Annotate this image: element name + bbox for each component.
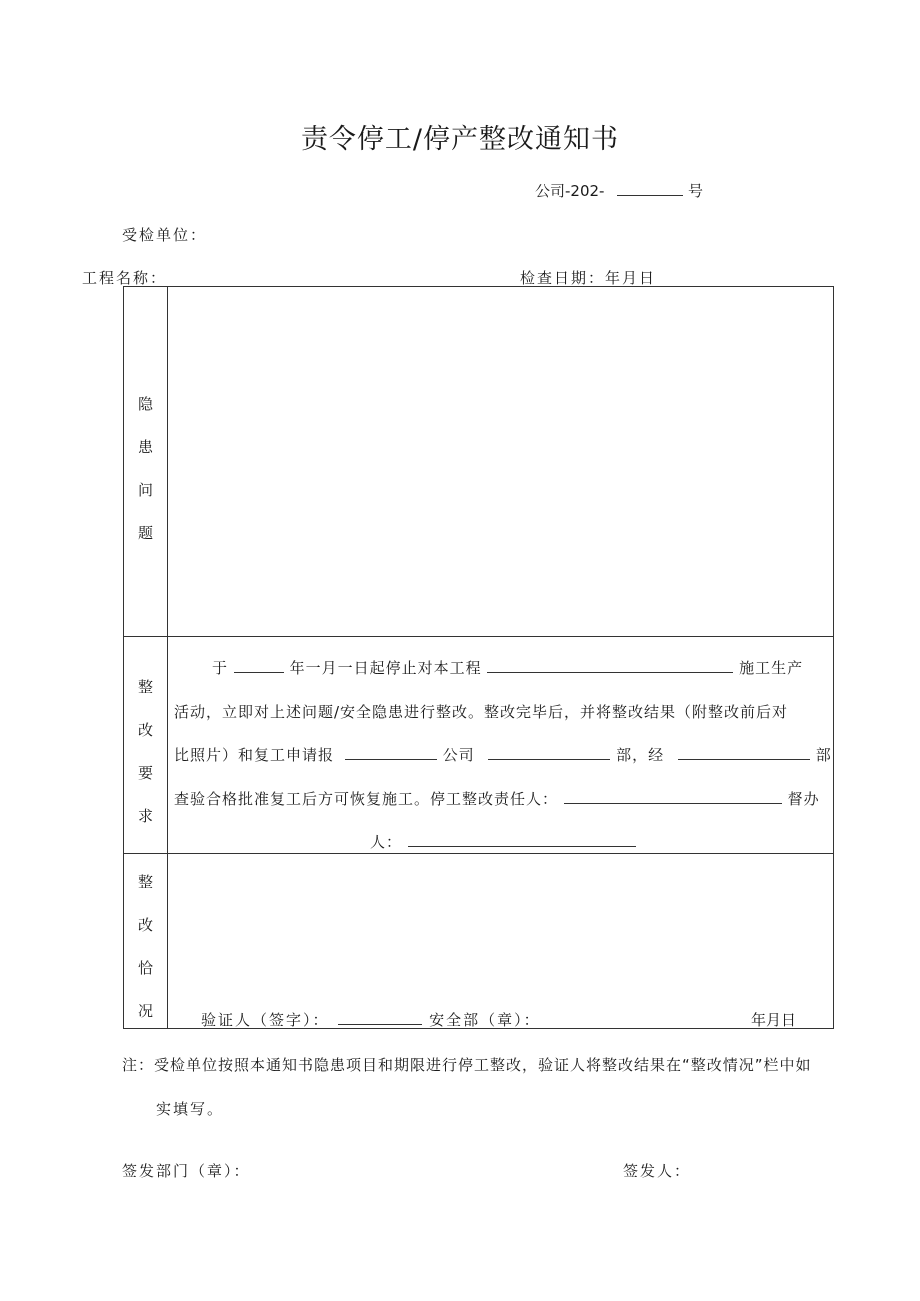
requirement-line-1: 于 年一月一日起停止对本工程 施工生产 — [212, 659, 804, 677]
verifier-label: 验证人（签字）： — [201, 1011, 330, 1029]
responsible-person-blank[interactable] — [564, 788, 782, 804]
document-number — [535, 180, 703, 201]
situation-date: 年月日 — [751, 1011, 797, 1029]
doc-number-prefix: 公司-202- — [535, 182, 605, 200]
inspection-date-label: 检查日期：年月日 — [520, 269, 657, 287]
company-blank[interactable] — [345, 744, 437, 760]
supervisor-blank[interactable] — [408, 831, 636, 847]
requirement-label: 整 改 要 求 — [137, 678, 153, 825]
situation-content-area[interactable] — [168, 854, 832, 994]
requirement-line-5: 人： — [370, 831, 636, 852]
verifier-signature-blank[interactable] — [338, 1009, 422, 1025]
note-line-2: 实填写。 — [156, 1100, 225, 1118]
notice-table — [123, 286, 834, 1029]
requirement-line-3: 比照片）和复工申请报 公司 部，经 部 — [174, 746, 832, 764]
situation-label: 整 改 恰 况 — [137, 873, 153, 1020]
year-blank[interactable] — [234, 657, 284, 673]
doc-number-suffix: 号 — [688, 182, 704, 200]
verifying-department-blank[interactable] — [678, 744, 810, 760]
requirement-line-2: 活动，立即对上述问题/安全隐患进行整改。整改完毕后，并将整改结果（附整改前后对 — [174, 703, 789, 721]
department-blank[interactable] — [488, 744, 610, 760]
inspected-unit-label: 受检单位： — [122, 226, 208, 244]
page-title: 责令停工/停产整改通知书 — [300, 124, 620, 155]
issuing-department-label: 签发部门（章）： — [122, 1162, 251, 1180]
hazard-content-area[interactable] — [168, 287, 832, 635]
note-line-1: 注：受检单位按照本通知书隐患项目和期限进行停工整改，验证人将整改结果在“整改情况”栏中如 — [122, 1056, 812, 1074]
project-scope-blank[interactable] — [487, 657, 733, 673]
table-row-divider — [124, 636, 833, 637]
issuer-label: 签发人： — [623, 1162, 692, 1180]
safety-dept-label: 安全部（章）： — [429, 1011, 541, 1029]
doc-number-blank[interactable] — [617, 180, 683, 196]
project-name-label: 工程名称： — [82, 269, 168, 287]
situation-footer — [201, 1009, 541, 1030]
hazard-label: 隐 患 问 题 — [137, 395, 153, 542]
requirement-line-4: 查验合格批准复工后方可恢复施工。停工整改责任人： 督办 — [174, 790, 820, 808]
